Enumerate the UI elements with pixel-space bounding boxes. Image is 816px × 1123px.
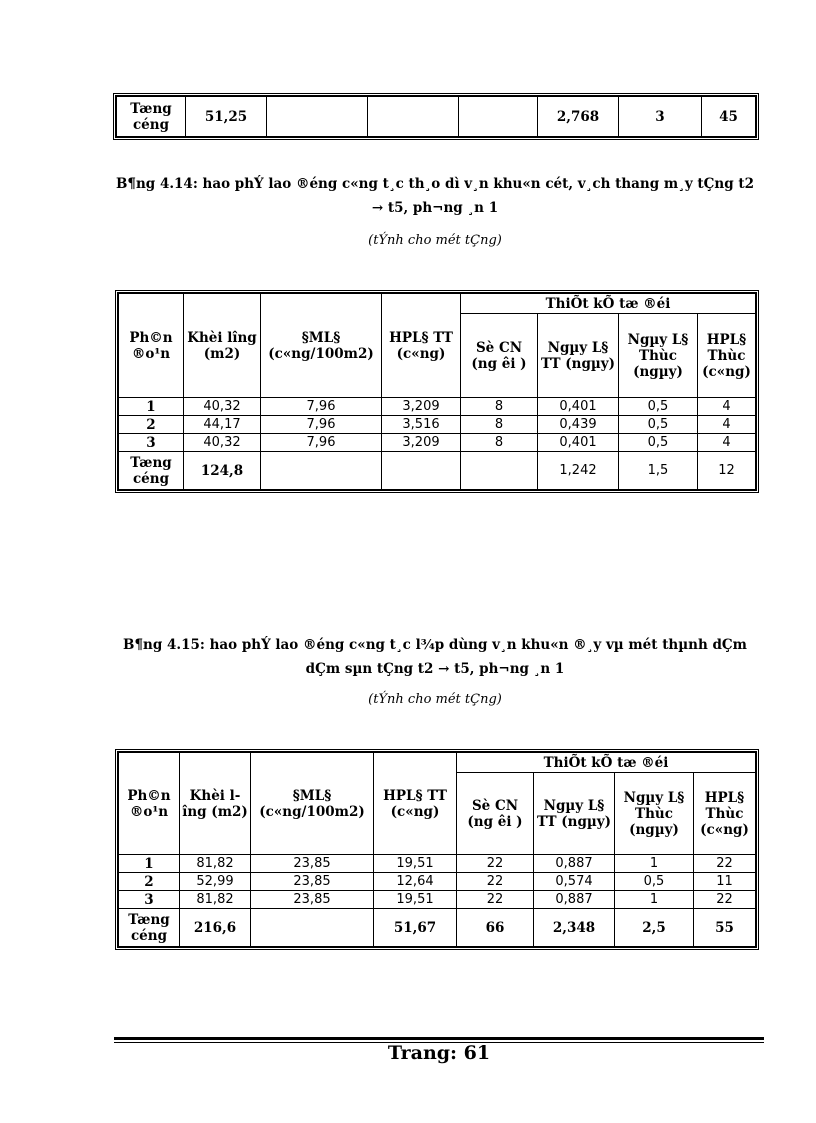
- table15-note: (tÝnh cho mét tÇng): [368, 692, 502, 707]
- cell: 40,32: [184, 434, 261, 452]
- header-group: ThiÕt kÕ tæ ®éi: [461, 294, 756, 314]
- cell: 55: [694, 909, 756, 947]
- cell: 4: [698, 434, 756, 452]
- header-ngay-ld: Ngµy L§ Thùc (ngµy): [619, 314, 698, 398]
- table-row: [119, 891, 756, 909]
- cell: 23,85: [251, 891, 374, 909]
- table15-caption-line2: dÇm sµn tÇng t2 → t5, ph¬ng ¸n 1: [305, 661, 565, 677]
- cell: 52,99: [180, 873, 251, 891]
- cell: 1,242: [538, 452, 619, 490]
- cell: 1: [615, 855, 694, 873]
- cell: 0,5: [619, 398, 698, 416]
- cell: 8: [461, 398, 538, 416]
- cell: 81,82: [180, 855, 251, 873]
- cell: 8: [461, 434, 538, 452]
- table14: [118, 293, 756, 490]
- cell: 23,85: [251, 855, 374, 873]
- cell: 23,85: [251, 873, 374, 891]
- cell: 0,439: [538, 416, 619, 434]
- header-hpl-tt: HPL§ TT (c«ng): [374, 753, 457, 855]
- cell: 81,82: [180, 891, 251, 909]
- cell: [251, 909, 374, 947]
- cell: 22: [457, 855, 534, 873]
- table-row: [119, 873, 756, 891]
- cell: [261, 452, 382, 490]
- cell: 0,401: [538, 434, 619, 452]
- cell: 19,51: [374, 891, 457, 909]
- header-dml: §ML§ (c«ng/100m2): [261, 294, 382, 398]
- cell: 19,51: [374, 855, 457, 873]
- cell: 0,5: [619, 416, 698, 434]
- top-cell: [368, 97, 459, 137]
- total-label: Tæng céng: [119, 909, 180, 947]
- cell: 0,5: [619, 434, 698, 452]
- header-phan-doan: Ph©n ®o¹n: [119, 753, 180, 855]
- cell: 7,96: [261, 434, 382, 452]
- cell: 0,887: [534, 855, 615, 873]
- cell: 22: [694, 891, 756, 909]
- cell: 2: [119, 416, 184, 434]
- table-row: [119, 398, 756, 416]
- cell: 1: [615, 891, 694, 909]
- table-row: [119, 434, 756, 452]
- total-label: Tæng céng: [119, 452, 184, 490]
- cell: 2: [119, 873, 180, 891]
- table14-caption-line2: → t5, ph¬ng ¸n 1: [371, 200, 499, 216]
- header-hpl-thuc: HPL§ Thùc (c«ng): [694, 773, 756, 855]
- cell: 1,5: [619, 452, 698, 490]
- cell: 4: [698, 398, 756, 416]
- cell: 1: [119, 855, 180, 873]
- cell: 7,96: [261, 416, 382, 434]
- cell: 2,348: [534, 909, 615, 947]
- top-cell: 2,768: [538, 97, 619, 137]
- top-cell: [459, 97, 538, 137]
- table14-note: (tÝnh cho mét tÇng): [368, 233, 502, 248]
- header-so-cn: Sè CN (ng êi ): [457, 773, 534, 855]
- cell: 22: [694, 855, 756, 873]
- cell: 3: [119, 891, 180, 909]
- cell: 0,887: [534, 891, 615, 909]
- cell: 22: [457, 891, 534, 909]
- table15-caption-line1: B¶ng 4.15: hao phÝ lao ®éng c«ng t¸c l¾p dùng v¸n khu«n ®¸y vµ mét thµnh dÇm: [123, 637, 747, 653]
- top-cell: 3: [619, 97, 702, 137]
- cell: [461, 452, 538, 490]
- table-row: [119, 416, 756, 434]
- header-ngay-tt: Ngµy L§ TT (ngµy): [538, 314, 619, 398]
- table14-caption: [110, 172, 760, 220]
- cell: 3: [119, 434, 184, 452]
- cell: 1: [119, 398, 184, 416]
- cell: 124,8: [184, 452, 261, 490]
- header-phan-doan: Ph©n ®o¹n: [119, 294, 184, 398]
- cell: 3,209: [382, 434, 461, 452]
- table15-caption: [110, 633, 760, 681]
- cell: 40,32: [184, 398, 261, 416]
- top-cell: 45: [702, 97, 756, 137]
- table14-caption-line1: B¶ng 4.14: hao phÝ lao ®éng c«ng t¸c th¸o dì v¸n khu«n cét, v¸ch thang m¸y tÇng t2: [115, 176, 754, 192]
- top-summary-table: [116, 96, 756, 137]
- top-cell: 51,25: [186, 97, 267, 137]
- cell: 0,5: [615, 873, 694, 891]
- cell: 51,67: [374, 909, 457, 947]
- header-dml: §ML§ (c«ng/100m2): [251, 753, 374, 855]
- cell: 12,64: [374, 873, 457, 891]
- cell: 44,17: [184, 416, 261, 434]
- cell: 11: [694, 873, 756, 891]
- cell: 3,209: [382, 398, 461, 416]
- cell: 66: [457, 909, 534, 947]
- table-row: [119, 855, 756, 873]
- header-ngay-ld: Ngµy L§ Thùc (ngµy): [615, 773, 694, 855]
- total-row: [119, 909, 756, 947]
- table15: [118, 752, 756, 947]
- cell: 216,6: [180, 909, 251, 947]
- footer-rule: [114, 1037, 764, 1040]
- cell: 2,5: [615, 909, 694, 947]
- page-number: Trang: 61: [387, 1042, 491, 1064]
- top-total-label: Tæng céng: [117, 97, 186, 137]
- total-row: [119, 452, 756, 490]
- cell: 0,574: [534, 873, 615, 891]
- cell: 12: [698, 452, 756, 490]
- header-khoi-luong: Khèi lîng (m2): [180, 753, 251, 855]
- cell: [382, 452, 461, 490]
- cell: 0,401: [538, 398, 619, 416]
- header-khoi-luong: Khèi lîng (m2): [184, 294, 261, 398]
- cell: 22: [457, 873, 534, 891]
- header-hpl-thuc: HPL§ Thùc (c«ng): [698, 314, 756, 398]
- header-ngay-tt: Ngµy L§ TT (ngµy): [534, 773, 615, 855]
- header-group: ThiÕt kÕ tæ ®éi: [457, 753, 756, 773]
- cell: 7,96: [261, 398, 382, 416]
- cell: 4: [698, 416, 756, 434]
- header-hpl-tt: HPL§ TT (c«ng): [382, 294, 461, 398]
- cell: 3,516: [382, 416, 461, 434]
- header-so-cn: Sè CN (ng êi ): [461, 314, 538, 398]
- top-cell: [267, 97, 368, 137]
- cell: 8: [461, 416, 538, 434]
